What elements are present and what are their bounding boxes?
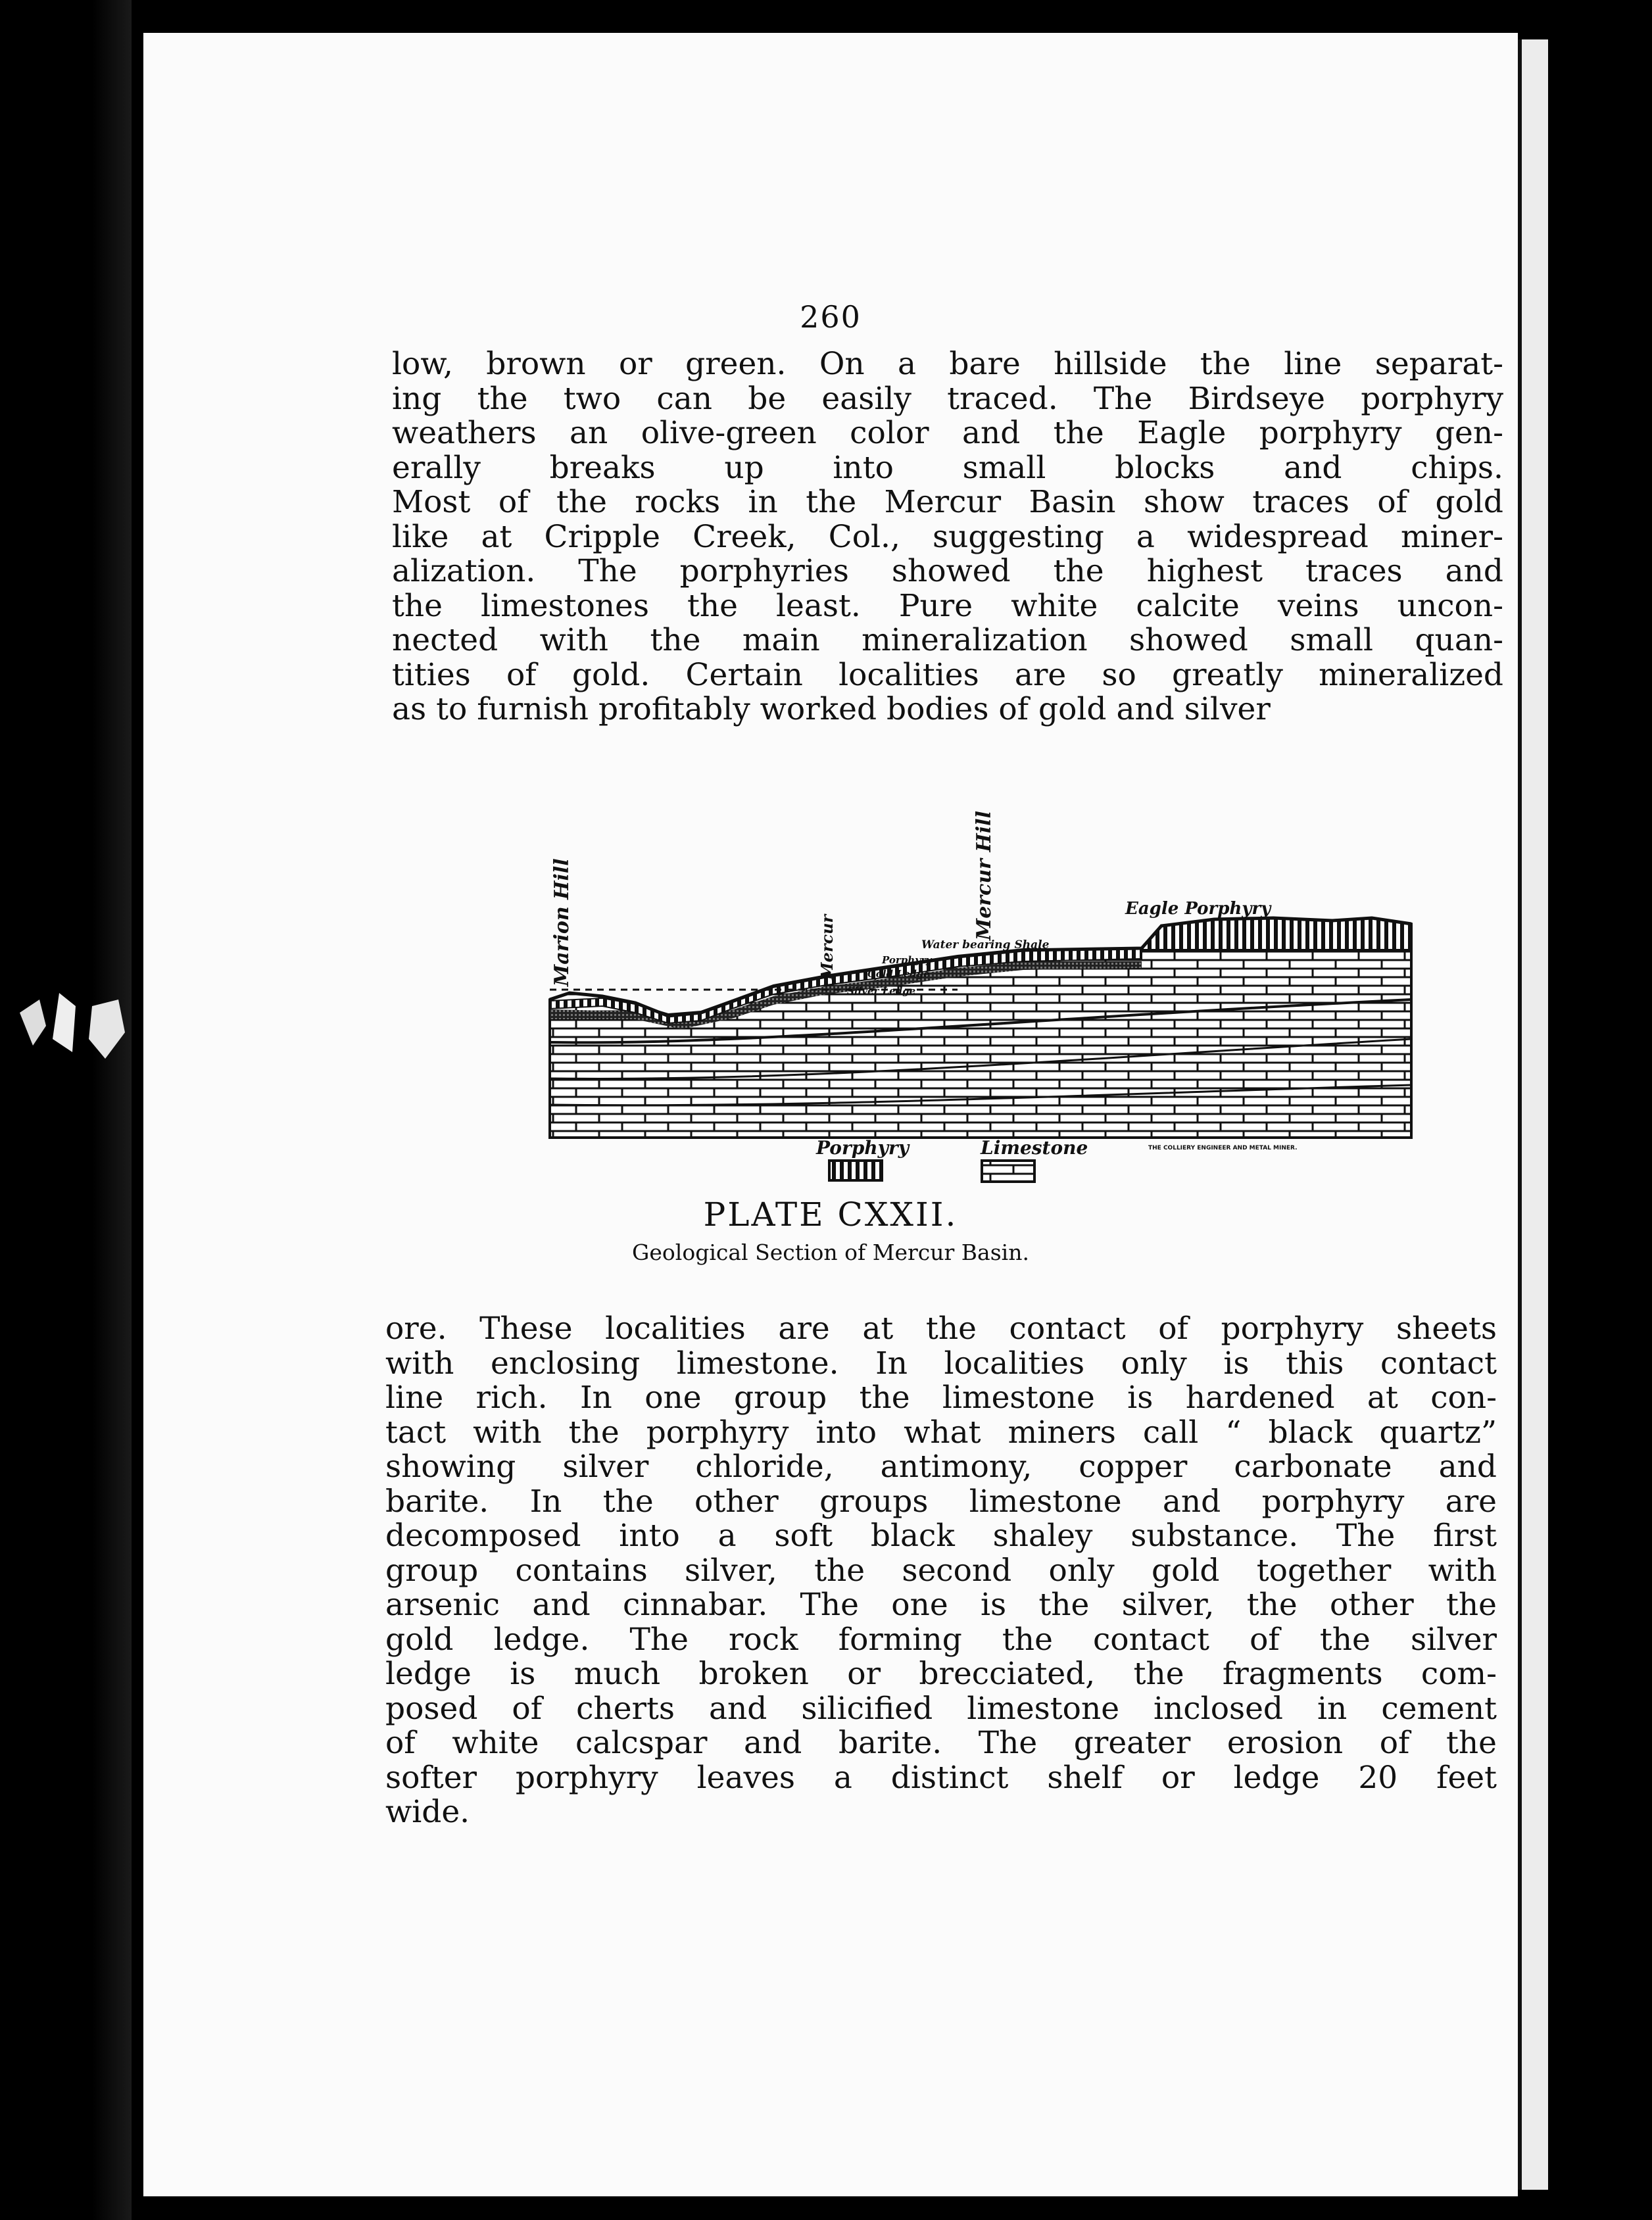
label-gold-ledge: Gold Ledge <box>867 968 930 980</box>
legend-limestone-swatch <box>982 1161 1034 1182</box>
text-line: erally breaks up into small blocks and chips. <box>392 449 1503 486</box>
text-line: ing the two can be easily traced. The Birdseye porphyry <box>392 380 1503 417</box>
text-line: softer porphyry leaves a distinct shelf or ledge 20 feet <box>385 1759 1497 1796</box>
plate-title: PLATE CXXII. <box>703 1195 958 1234</box>
label-porphyry-layer: Porphyry <box>882 954 932 966</box>
label-silver-ledge: Silver Ledge <box>847 985 916 997</box>
label-water-bearing-shale: Water bearing Shale <box>921 938 1050 952</box>
book-spine-shadow <box>0 0 132 2220</box>
legend-porphyry-swatch <box>829 1161 882 1180</box>
legend-limestone-label: Limestone <box>981 1137 1088 1159</box>
label-mercur-hill: Mercur Hill <box>973 811 996 940</box>
text-line: ledge is much broken or brecciated, the fragments com- <box>385 1656 1497 1692</box>
label-mercur: Mercur <box>817 914 837 980</box>
text-line: like at Cripple Creek, Col., suggesting a widespread miner- <box>392 518 1503 555</box>
text-line: wide. <box>385 1794 470 1830</box>
limestone-mass <box>550 950 1411 1138</box>
paragraph-top <box>392 347 1503 727</box>
text-line: arsenic and cinnabar. The one is the silver, the other the <box>385 1587 1497 1623</box>
text-line: the limestones the least. Pure white calcite veins uncon- <box>392 587 1503 624</box>
label-eagle-porphyry: Eagle Porphyry <box>1125 899 1271 919</box>
page-number: 260 <box>800 299 862 335</box>
text-line: alization. The porphyries showed the highest traces and <box>392 553 1503 589</box>
figure-credit: THE COLLIERY ENGINEER AND METAL MINER. <box>1148 1145 1298 1151</box>
text-line: decomposed into a soft black shaley substance. The first <box>385 1518 1497 1554</box>
next-page-edge <box>1518 39 1548 2190</box>
text-line: barite. In the other groups limestone and porphyry are <box>385 1483 1497 1520</box>
text-line: weathers an olive-green color and the Eagle porphyry gen- <box>392 415 1503 451</box>
text-line: tities of gold. Certain localities are so greatly mineralized <box>392 656 1503 693</box>
geological-section-drawing <box>484 789 1444 1184</box>
text-line: Most of the rocks in the Mercur Basin show traces of gold <box>392 484 1503 520</box>
text-line: nected with the main mineralization showed small quan- <box>392 622 1503 658</box>
geological-section-figure <box>484 789 1444 1184</box>
label-marion-hill: Marion Hill <box>550 858 573 986</box>
text-line: posed of cherts and silicified limestone inclosed in cement <box>385 1690 1497 1727</box>
text-line: gold ledge. The rock forming the contact of the silver <box>385 1621 1497 1658</box>
figure-caption: Geological Section of Mercur Basin. <box>632 1240 1029 1265</box>
text-line: tact with the porphyry into what miners call “ black quartz” <box>385 1414 1497 1451</box>
text-line: showing silver chloride, antimony, copper carbonate and <box>385 1449 1497 1485</box>
paragraph-bottom <box>385 1312 1497 1830</box>
text-line: low, brown or green. On a bare hillside the line separat- <box>392 346 1503 382</box>
text-line: ore. These localities are at the contact of porphyry sheets <box>385 1311 1497 1347</box>
text-line: group contains silver, the second only gold together with <box>385 1552 1497 1589</box>
spine-binding-marks <box>13 986 145 1072</box>
text-line: of white calcspar and barite. The greater erosion of the <box>385 1725 1497 1761</box>
text-line: line rich. In one group the limestone is hardened at con- <box>385 1380 1497 1416</box>
text-line: with enclosing limestone. In localities only is this contact <box>385 1345 1497 1382</box>
book-page <box>143 33 1518 2196</box>
text-line: as to furnish profitably worked bodies of gold and silver <box>392 691 1271 727</box>
legend-porphyry-label: Porphyry <box>816 1137 909 1159</box>
